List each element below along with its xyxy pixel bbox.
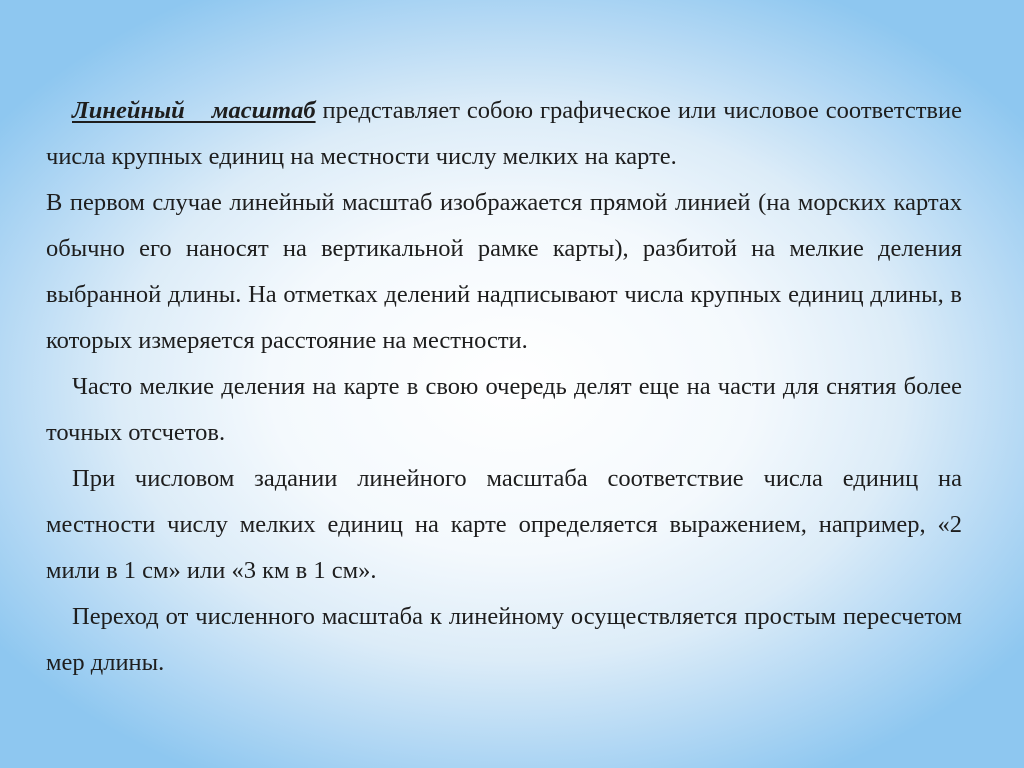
- paragraph-numeric-scale: При числовом задании линейного масштаба соответствие числа единиц на местности числу мелких единиц на карте определяется выражением, например, «2 мили в 1 см» или «3 км в 1 см».: [46, 465, 962, 584]
- paragraph-conversion: Переход от численного масштаба к линейному осуществляется простым пересчетом мер длины.: [46, 603, 962, 676]
- paragraph-subdivisions: Часто мелкие деления на карте в свою очередь делят еще на части для снятия более точных отсчетов.: [46, 373, 962, 446]
- paragraph-definition: [46, 88, 962, 180]
- term-linear-scale: Линейный масштаб: [72, 97, 316, 124]
- slide-body: [46, 88, 962, 686]
- paragraph-graphic-scale: В первом случае линейный масштаб изображается прямой линией (на морских картах обычно его наносят на вертикальной рамке карты), разбитой на мелкие деления выбранной длины. На отметках делений надписывают числа крупных единиц длины, в которых измеряется расстояние на местности.: [46, 189, 962, 354]
- definition-text: представляет собою графическое или числовое соответствие числа крупных единиц на местности числу мелких на карте.: [46, 97, 962, 170]
